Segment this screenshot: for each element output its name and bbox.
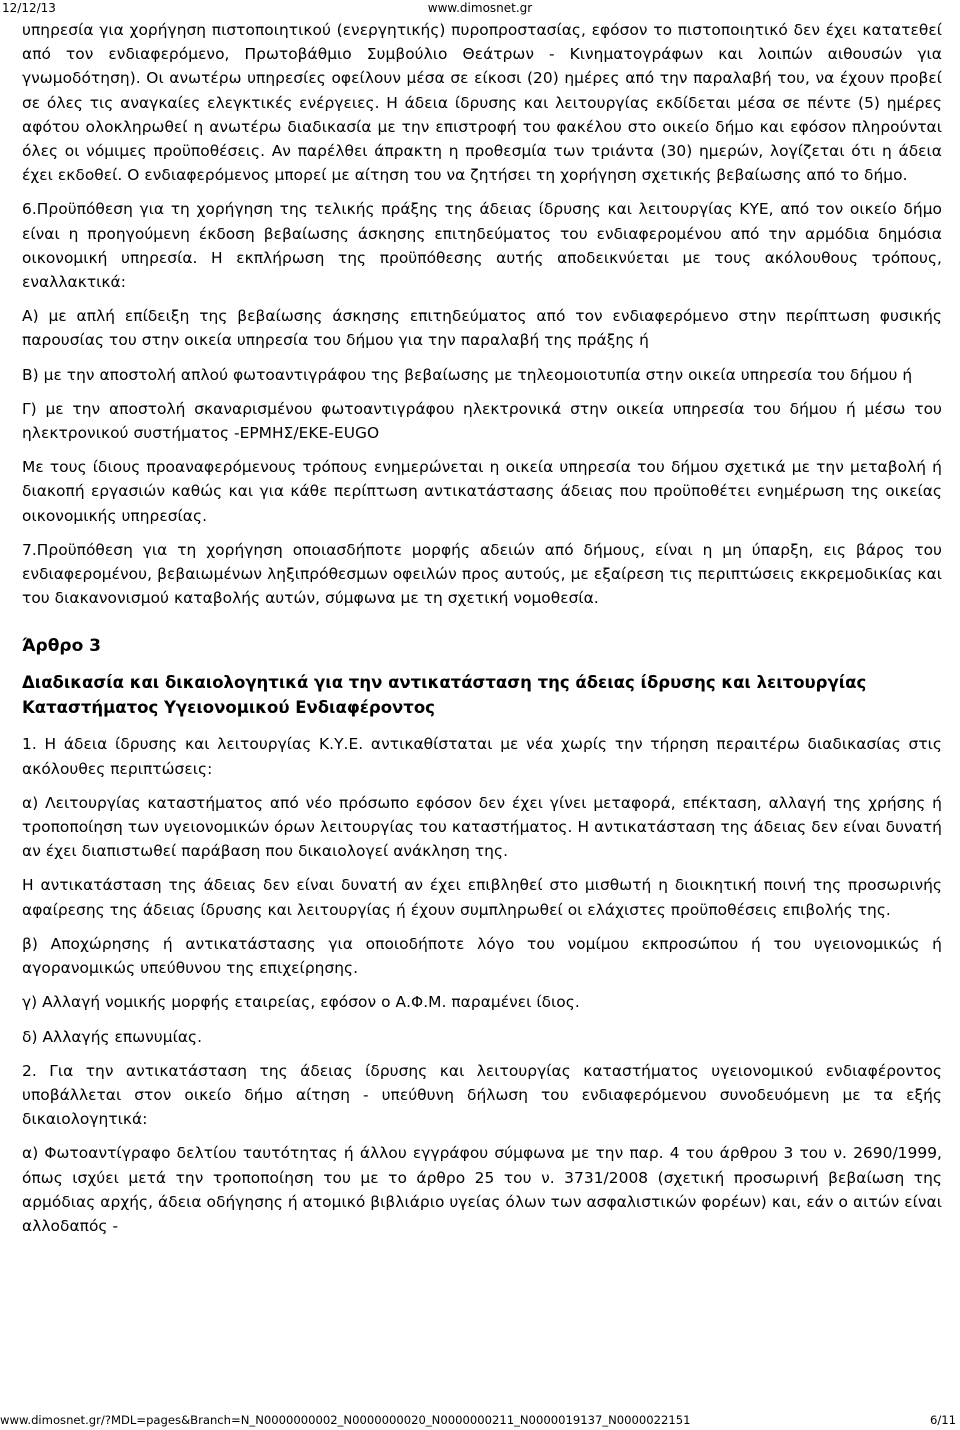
paragraph: α) Λειτουργίας καταστήματος από νέο πρόσωπο εφόσον δεν έχει γίνει μεταφορά, επέκταση, αλλαγή της χρήσης ή τροποποίηση των υγειονομικών όρων λειτουργίας του καταστήματος. Η αντικατάσταση της άδειας δεν είναι δυνατή αν έχει διαπιστωθεί παράβαση που δικαιολογεί ανάκληση της.: [22, 793, 942, 861]
paragraph: β) Αποχώρησης ή αντικατάστασης για οποιοδήποτε λόγο του νομίμου εκπροσώπου ή του υγειονομικώς ή αγορανομικώς υπεύθυνου της επιχείρησης.: [22, 934, 942, 978]
document-body: [22, 18, 942, 1248]
paragraph: Β) με την αποστολή απλού φωτοαντιγράφου της βεβαίωσης με τηλεομοιοτυπία στην οικεία υπηρεσία του δήμου ή: [22, 365, 913, 384]
paragraph: Γ) με την αποστολή σκαναρισμένου φωτοαντιγράφου ηλεκτρονικά στην οικεία υπηρεσία του δήμου ή μέσω του ηλεκτρονικού συστήματος -ΕΡΜΗΣ/ΕΚΕ-EUGO: [22, 399, 942, 443]
paragraph: 6.Προϋπόθεση για τη χορήγηση της τελικής πράξης της άδειας ίδρυσης και λειτουργίας ΚΥΕ, από τον οικείο δήμο είναι η προηγούμενη έκδοση βεβαίωσης άσκησης επιτηδεύματος του ενδιαφερομένου από την αρμόδια δημόσια οικονομική υπηρεσία. Η εκπλήρωση της προϋπόθεσης αυτής αποδεικνύεται με τους ακόλουθους τρόπους, εναλλακτικά:: [22, 200, 942, 292]
paragraph: Η αντικατάσταση της άδειας δεν είναι δυνατή αν έχει επιβληθεί στο μισθωτή η διοικητική ποινή της προσωρινής αφαίρεσης της άδειας ίδρυσης και λειτουργίας ή έχουν συμπληρωθεί οι ελάχιστες προϋποθέσεις επιβολής της.: [22, 876, 942, 919]
paragraph: 7.Προϋπόθεση για τη χορήγηση οποιασδήποτε μορφής αδειών από δήμους, είναι η μη ύπαρξη, εις βάρος του ενδιαφερομένου, βεβαιωμένων ληξιπρόθεσμων οφειλών προς αυτούς, με εξαίρεση τις περιπτώσεις εκκρεμοδικίας και του διακανονισμού καταβολής αυτών, σύμφωνα με τη σχετική νομοθεσία.: [22, 540, 942, 608]
paragraph: α) Φωτοαντίγραφο δελτίου ταυτότητας ή άλλου εγγράφου σύμφωνα με την παρ. 4 του άρθρου 3 του ν. 2690/1999, όπως ισχύει μετά την τροποποίηση του με το άρθρο 25 του ν. 3731/2008 (σχετική προσωρινή βεβαίωση της αρμόδιας αρχής, άδεια οδήγησης ή ατομικό βιβλιάριο υγείας όλων των ασφαλιστικών φορέων) και, εάν ο αιτών είναι αλλοδαπός -: [22, 1144, 942, 1235]
paragraph: δ) Αλλαγής επωνυμίας.: [22, 1027, 203, 1046]
paragraph: Με τους ίδιους προαναφερόμενους τρόπους ενημερώνεται η οικεία υπηρεσία του δήμου σχετικά με την μεταβολή ή διακοπή εργασιών καθώς και για κάθε περίπτωση αντικατάστασης άδειας που προϋποθέτει ενημέρωση της οικείας οικονομικής υπηρεσίας.: [22, 458, 942, 525]
page-url: www.dimosnet.gr/?MDL=pages&Branch=N_N0000000002_N0000000020_N0000000211_N0000019137_N0000022151: [0, 1413, 691, 1427]
print-date: 12/12/13: [2, 1, 56, 15]
paragraph: Α) με απλή επίδειξη της βεβαίωσης άσκησης επιτηδεύματος από τον ενδιαφερόμενο στην περίπτωση φυσικής παρουσίας του στην οικεία υπηρεσία του δήμου για την παραλαβή της πράξης ή: [22, 307, 942, 350]
site-name: www.dimosnet.gr: [427, 1, 533, 15]
paragraph: υπηρεσία για χορήγηση πιστοποιητικού (ενεργητικής) πυροπροστασίας, εφόσον το πιστοποιητικό δεν έχει κατατεθεί από τον ενδιαφερόμενο, Πρωτοβάθμιο Συμβούλιο Θεάτρων - Κινηματογράφων και λοιπών αιθουσών για γνωμοδότηση). Οι ανωτέρω υπηρεσίες οφείλουν μέσα σε είκοσι (20) ημέρες από την παραλαβή του, να έχουν προβεί σε όλες τις αναγκαίες ελεγκτικές ενέργειες. Η άδεια ίδρυσης και λειτουργίας εκδίδεται μέσα σε πέντε (5) ημέρες αφότου ολοκληρωθεί η ανωτέρω διαδικασία με την επιστροφή του φακέλου στο οικείο δήμο και εφόσον πληρούνται όλες οι νόμιμες προϋποθέσεις. Αν παρέλθει άπρακτη η προθεσμία των τριάντα (30) ημερών, λογίζεται ότι η άδεια έχει εκδοθεί. Ο ενδιαφερόμενος μπορεί με αίτηση του να ζητήσει τη χορήγηση σχετικής βεβαίωσης από το δήμο.: [22, 21, 942, 185]
article-title: Διαδικασία και δικαιολογητικά για την αντικατάσταση της άδειας ίδρυσης και λειτουργίας Καταστήματος Υγειονομικού Ενδιαφέροντος: [22, 673, 867, 718]
page-footer: [0, 1412, 960, 1430]
paragraph: γ) Αλλαγή νομικής μορφής εταιρείας, εφόσον ο Α.Φ.Μ. παραμένει ίδιος.: [22, 993, 580, 1012]
page-header: [0, 0, 960, 18]
paragraph: 1. Η άδεια ίδρυσης και λειτουργίας Κ.Υ.Ε. αντικαθίσταται με νέα χωρίς την τήρηση περαιτέρω διαδικασίας στις ακόλουθες περιπτώσεις:: [22, 735, 942, 778]
article-heading: Άρθρο 3: [22, 636, 101, 657]
paragraph: 2. Για την αντικατάσταση της άδειας ίδρυσης και λειτουργίας καταστήματος υγειονομικού ενδιαφέροντος υποβάλλεται στον οικείο δήμο αίτηση - υπεύθυνη δήλωση του ενδιαφερόμενου συνοδευόμενη με τα εξής δικαιολογητικά:: [22, 1061, 942, 1129]
page-number: 6/11: [929, 1413, 956, 1427]
